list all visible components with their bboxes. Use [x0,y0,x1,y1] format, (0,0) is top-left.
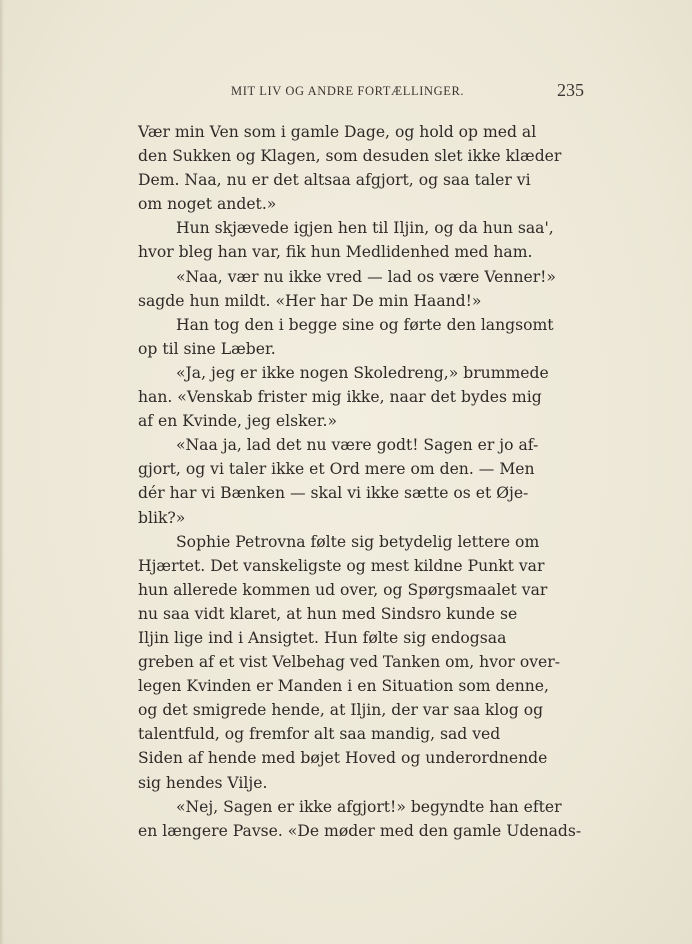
text-line: Iljin lige ind i Ansigtet. Hun følte sig endogsaa [138,628,507,647]
text-line: legen Kvinden er Manden i en Situation som denne, [138,677,549,696]
text-line: sagde hun mildt. «Her har De min Haand!» [138,291,482,310]
text-line: nu saa vidt klaret, at hun med Sindsro kunde se [138,604,518,623]
text-line: sig hendes Vilje. [138,773,268,792]
text-line: Vær min Ven som i gamle Dage, og hold op med al [138,123,537,141]
text-line: blik?» [138,508,186,527]
text-line: hvor bleg han var, fik hun Medlidenhed med ham. [138,243,533,262]
text-line: gjort, og vi taler ikke et Ord mere om den. — Men [138,460,535,479]
text-line: op til sine Læber. [138,339,276,358]
text-line: «Ja, jeg er ikke nogen Skoledreng,» brummede [176,363,549,382]
text-line: Hjærtet. Det vanskeligste og mest kildne Punkt var [138,556,545,575]
text-line: greben af et vist Velbehag ved Tanken om, hvor over- [138,653,560,672]
text-line: hun allerede kommen ud over, og Spørgsmaalet var [138,580,548,599]
text-line: «Naa ja, lad det nu være godt! Sagen er jo af- [176,436,539,455]
text-line: talentfuld, og fremfor alt saa mandig, sad ved [138,725,501,744]
text-line: han. «Venskab frister mig ikke, naar det bydes mig [138,388,542,407]
running-header-title: MIT LIV OG ANDRE FORTÆLLINGER. [231,84,465,98]
text-line: Sophie Petrovna følte sig betydelig lettere om [176,532,540,551]
text-line: og det smigrede hende, at Iljin, der var saa klog og [138,701,544,720]
page-number: 235 [557,80,584,100]
body-text [138,120,586,843]
text-line: om noget andet.» [138,195,277,214]
text-line: Han tog den i begge sine og førte den langsomt [176,315,554,334]
text-line: «Naa, vær nu ikke vred — lad os være Venner!» [176,267,556,286]
text-line: Hun skjævede igjen hen til Iljin, og da hun saa', [176,219,554,238]
text-line: af en Kvinde, jeg elsker.» [138,412,338,431]
page-fold-shadow [0,0,4,944]
text-line: «Nej, Sagen er ikke afgjort!» begyndte han efter [176,797,562,816]
text-line: Dem. Naa, nu er det altsaa afgjort, og saa taler vi [138,171,531,190]
text-line: en længere Pavse. «De møder med den gamle Udenads- [138,821,582,840]
text-line: den Sukken og Klagen, som desuden slet ikke klæder [138,147,562,166]
text-line: Siden af hende med bøjet Hoved og underordnende [138,749,548,768]
text-line: dér har vi Bænken — skal vi ikke sætte os et Øje- [138,484,529,503]
